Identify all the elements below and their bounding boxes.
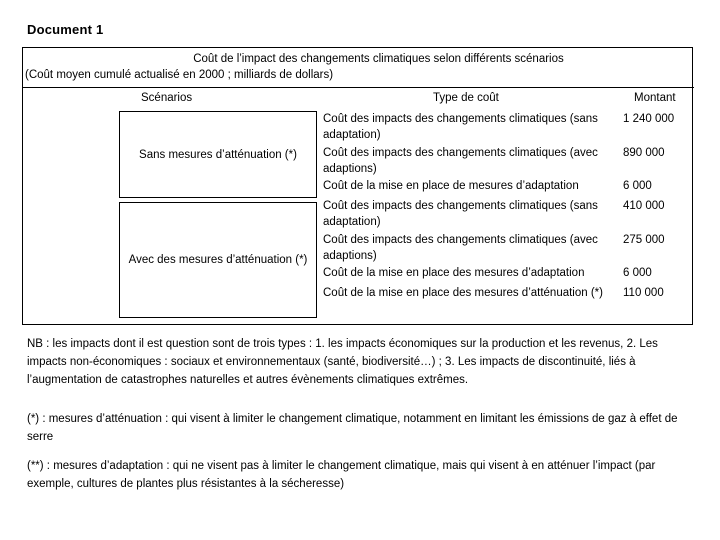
header-amount: Montant: [634, 92, 676, 104]
scenario-label: Avec des mesures d’atténuation (*): [128, 254, 308, 266]
cost-type-cell: Coût de la mise en place des mesures d’adaptation: [323, 267, 585, 279]
table-caption-subtitle: (Coût moyen cumulé actualisé en 2000 ; milliards de dollars): [25, 69, 334, 81]
header-scenarios: Scénarios: [141, 92, 193, 104]
cost-type-cell: Coût des impacts des changements climatiques (avec adaptions): [323, 147, 598, 175]
cost-table: [22, 47, 693, 325]
note-impacts: NB : les impacts dont il est question sont de trois types : 1. les impacts économiques sur la production et les revenus, 2. Les impacts non-économiques : sociaux et environnementaux (santé, biodiversité…) ; 3. Les impacts de discontinuité, liés à l’augmentation de catastrophes naturelles et autres évènements climatiques extrêmes.: [27, 338, 658, 386]
table-caption-title: Coût de l’impact des changements climatiques selon différents scénarios: [193, 53, 564, 65]
cost-type-cell: Coût de la mise en place de mesures d’adaptation: [323, 180, 579, 192]
amount-cell: 110 000: [623, 287, 664, 299]
caption-divider: [23, 87, 694, 88]
amount-cell: 890 000: [623, 147, 665, 159]
note-attenuation: (*) : mesures d’atténuation : qui visent à limiter le changement climatique, notamment en limitant les émissions de gaz à effet de serre: [27, 413, 678, 443]
amount-cell: 6 000: [623, 267, 652, 279]
amount-cell: 410 000: [623, 200, 665, 212]
amount-cell: 275 000: [623, 234, 665, 246]
table-caption: [23, 51, 694, 83]
note-adaptation: (**) : mesures d’adaptation : qui ne visent pas à limiter le changement climatique, mais qui visent à en atténuer l’impact (par exemple, cultures de plantes plus résistantes à la sécheresse): [27, 460, 656, 490]
amount-cell: 6 000: [623, 180, 652, 192]
cost-type-cell: Coût de la mise en place des mesures d’atténuation (*): [323, 287, 603, 299]
scenario-label: Sans mesures d’atténuation (*): [139, 148, 297, 161]
cost-type-cell: Coût des impacts des changements climatiques (sans adaptation): [323, 200, 598, 228]
amount-cell: 1 240 000: [623, 113, 675, 125]
scenario-cell-without-mitigation: [119, 111, 317, 198]
cost-type-cell: Coût des impacts des changements climatiques (sans adaptation): [323, 113, 598, 141]
header-type: Type de coût: [433, 92, 499, 104]
scenario-cell-with-mitigation: [119, 202, 317, 318]
document-title: Document 1: [27, 22, 104, 37]
cost-type-cell: Coût des impacts des changements climatiques (avec adaptions): [323, 234, 598, 262]
